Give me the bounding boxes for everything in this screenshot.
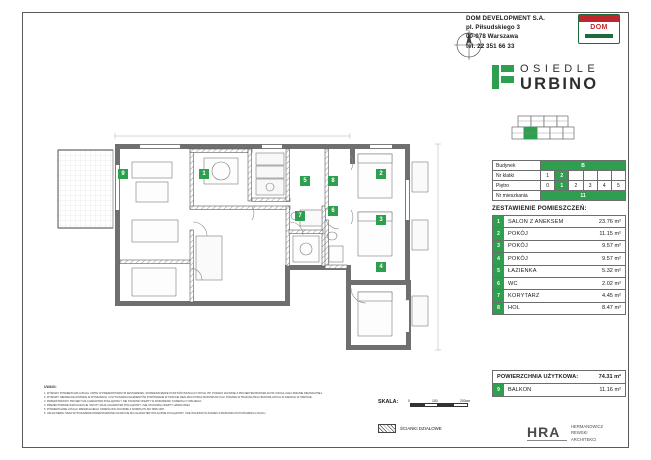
urbino-mark-icon [492, 65, 514, 89]
floor-plan-drawing [40, 110, 460, 360]
room-name: KORYTARZ [508, 293, 540, 300]
building-info-cell: 0 [541, 181, 555, 190]
note-item: 2. WYMIARY NIEWIELKIE RÓŻNICE W WYMIARACH I USYTUOWANIU ELEMENTÓW PORÓWNANE W TRAKCIE REALIZACJI PRAC BUDOWLANYCH I PODANE W TRAKCIE PRAC BUDOWLANYCH W RAMACH W SKRÓCIE. [44, 395, 313, 399]
building-info-cell-empty [569, 171, 583, 180]
building-info-cell: B [541, 161, 625, 170]
scale-tick: 200cm [460, 399, 471, 403]
plan-tag-corridor-7: 7 [295, 211, 305, 221]
building-info-label: Nr mieszkania [493, 191, 541, 200]
table-row [493, 266, 625, 278]
notes-heading: UWAGI: [44, 385, 57, 389]
building-info-cell: 1 [541, 171, 555, 180]
room-name: POKÓJ [508, 243, 528, 250]
logo-dom-text: DOM [590, 24, 608, 31]
room-number: 7 [493, 290, 504, 301]
room-area: 11.15 m² [599, 231, 621, 238]
building-info-row [493, 191, 625, 201]
developer-line-3: 00-078 Warszawa [466, 33, 519, 41]
building-info-cell: 4 [598, 181, 612, 190]
room-number: 5 [493, 266, 504, 277]
table-row [493, 303, 625, 315]
building-info-cell: 3 [584, 181, 598, 190]
brand-line-2: URBINO [520, 75, 599, 93]
note-item: 1. WYMIARY POWIERZCHNI LOKALU UJĘTE W PREZENTOWANYM ZESTAWIENIU, ROZMIESZCZENIE PUNKTÓW INSTALACYJNYCH ITP. PODANO ZGODNIE Z PROJEKTEM BUDOWLANYM I MOGĄ ULEC ZMIANIE NIEZNACZNEJ. [44, 391, 323, 395]
room-number: 3 [493, 241, 504, 252]
usable-area-row [493, 371, 625, 384]
building-info-label: Budynek [493, 161, 541, 170]
room-area: 4.45 m² [602, 293, 621, 300]
usable-area-value: 74.31 m² [598, 374, 621, 380]
architect-logo-text: HRA [527, 424, 561, 440]
logo-bar-shape [585, 34, 613, 38]
legend-partition-walls [378, 424, 508, 433]
building-key-plan [500, 110, 586, 146]
developer-line-2: pl. Piłsudskiego 3 [466, 24, 521, 32]
building-info-row [493, 171, 625, 181]
table-row [493, 241, 625, 253]
balcony-label: BALKON [508, 387, 532, 393]
room-number: 1 [493, 216, 504, 227]
building-info-label: Nr klatki [493, 171, 541, 180]
table-row [493, 216, 625, 228]
developer-line-1: DOM DEVELOPMENT S.A. [466, 15, 546, 22]
note-item: 5. POWIERZCHNIE LOKALU MIESZKALNEGO OKREŚLONO ZGODNIE Z NORMĄ PN-ISO 9836:1997. [44, 407, 165, 411]
table-row [493, 253, 625, 265]
room-number: 4 [493, 253, 504, 264]
developer-block [466, 14, 626, 51]
plan-tag-room-4: 4 [376, 262, 386, 272]
hatch-swatch-icon [378, 424, 396, 433]
building-info-cell: 1 [555, 181, 569, 190]
usable-area-label: POWIERZCHNIA UŻYTKOWA: [497, 374, 579, 380]
building-info-label: Piętro [493, 181, 541, 190]
room-name: POKÓJ [508, 255, 528, 262]
building-info-cell: 2 [555, 171, 569, 180]
plan-tag-room-2: 2 [376, 169, 386, 179]
room-area: 5.32 m² [602, 268, 621, 275]
building-info-cell-empty [612, 171, 625, 180]
room-name: ŁAZIENKA [508, 268, 537, 275]
logo-roof-shape [579, 15, 619, 22]
building-info-row [493, 181, 625, 191]
room-area: 2.02 m² [602, 280, 621, 287]
architect-line-2: REWSKI [571, 430, 588, 436]
building-info-row [493, 161, 625, 171]
plan-tag-room-1: 1 [199, 169, 209, 179]
architect-logo-rule [527, 440, 567, 441]
plan-tag-room-3: 3 [376, 215, 386, 225]
scale-bar-graphic [408, 399, 471, 407]
building-info-cell: 2 [569, 181, 583, 190]
architect-line-1: HERMANOWICZ [571, 424, 604, 429]
room-area: 9.57 m² [602, 243, 621, 250]
table-row [493, 228, 625, 240]
room-name: HOL [508, 305, 521, 312]
plan-tag-wc-6: 6 [328, 206, 338, 216]
room-area: 23.76 m² [598, 218, 621, 225]
building-info-cell: 5 [617, 182, 620, 189]
dom-development-logo [578, 14, 620, 44]
note-item: 3. PRZEDSTAWIONY PROJEKT MA CHARAKTER POGLĄDOWY I NIE STANOWI OFERTY W ROZUMIENIU KODEKSU CYWILNEGO. [44, 399, 202, 403]
building-info-cell: 11 [541, 191, 625, 200]
balcony-area: 11.16 m² [599, 387, 621, 393]
room-number: 2 [493, 228, 504, 239]
building-info-cell-empty [584, 171, 598, 180]
note-item: 4. PREZENTOWANE WIZUALIZACJE I RZUTY MAJĄ CHARAKTER POGLĄDOWY I NIE STANOWIĄ OFERTY HANDLOWEJ. [44, 403, 191, 407]
scale-tick: 0 [408, 399, 410, 403]
developer-line-4: tel. 22 351 66 33 [466, 42, 515, 50]
rooms-table-title: ZESTAWIENIE POMIESZCZEŃ: [492, 205, 587, 212]
balcony-row [493, 384, 625, 397]
plan-tag-bathroom-5: 5 [300, 176, 310, 186]
plan-tag-hall-8: 8 [328, 176, 338, 186]
room-name: WC [508, 280, 518, 287]
rooms-table [492, 215, 626, 315]
plan-tag-balcony: 9 [118, 169, 128, 179]
room-number: 6 [493, 278, 504, 289]
room-name: POKÓJ [508, 231, 528, 238]
balcony-number: 9 [493, 384, 504, 396]
osiedle-urbino-logo [492, 63, 628, 97]
room-area: 9.57 m² [602, 255, 621, 262]
scale-tick: 100 [432, 399, 438, 403]
note-item: 6. UKŁAD MEBLI ORAZ WYPOSAŻENIE PRZEDSTAWIONE NA RZUCIE MA CHARAKTER WYŁĄCZNIE POGLĄDOWY I NIE WCHODZI W ZAKRES STANDARDU WYKOŃCZENIA LOKALU. [44, 411, 267, 415]
brand-line-1: OSIEDLE [520, 63, 600, 75]
room-number: 8 [493, 303, 504, 314]
table-row [493, 290, 625, 302]
architect-logo [527, 424, 627, 444]
notes-block [44, 385, 364, 416]
scale-label: SKALA: [378, 399, 399, 405]
summary-table [492, 370, 626, 397]
room-area: 8.47 m² [602, 305, 621, 312]
table-row [493, 278, 625, 290]
room-name: SALON Z ANEKSEM [508, 218, 564, 225]
architect-line-3: ARCHITEKCI [571, 436, 597, 442]
building-info-cell-empty [598, 171, 612, 180]
legend-label: ŚCIANKI DZIAŁOWE [400, 426, 442, 431]
building-info-table [492, 160, 626, 201]
